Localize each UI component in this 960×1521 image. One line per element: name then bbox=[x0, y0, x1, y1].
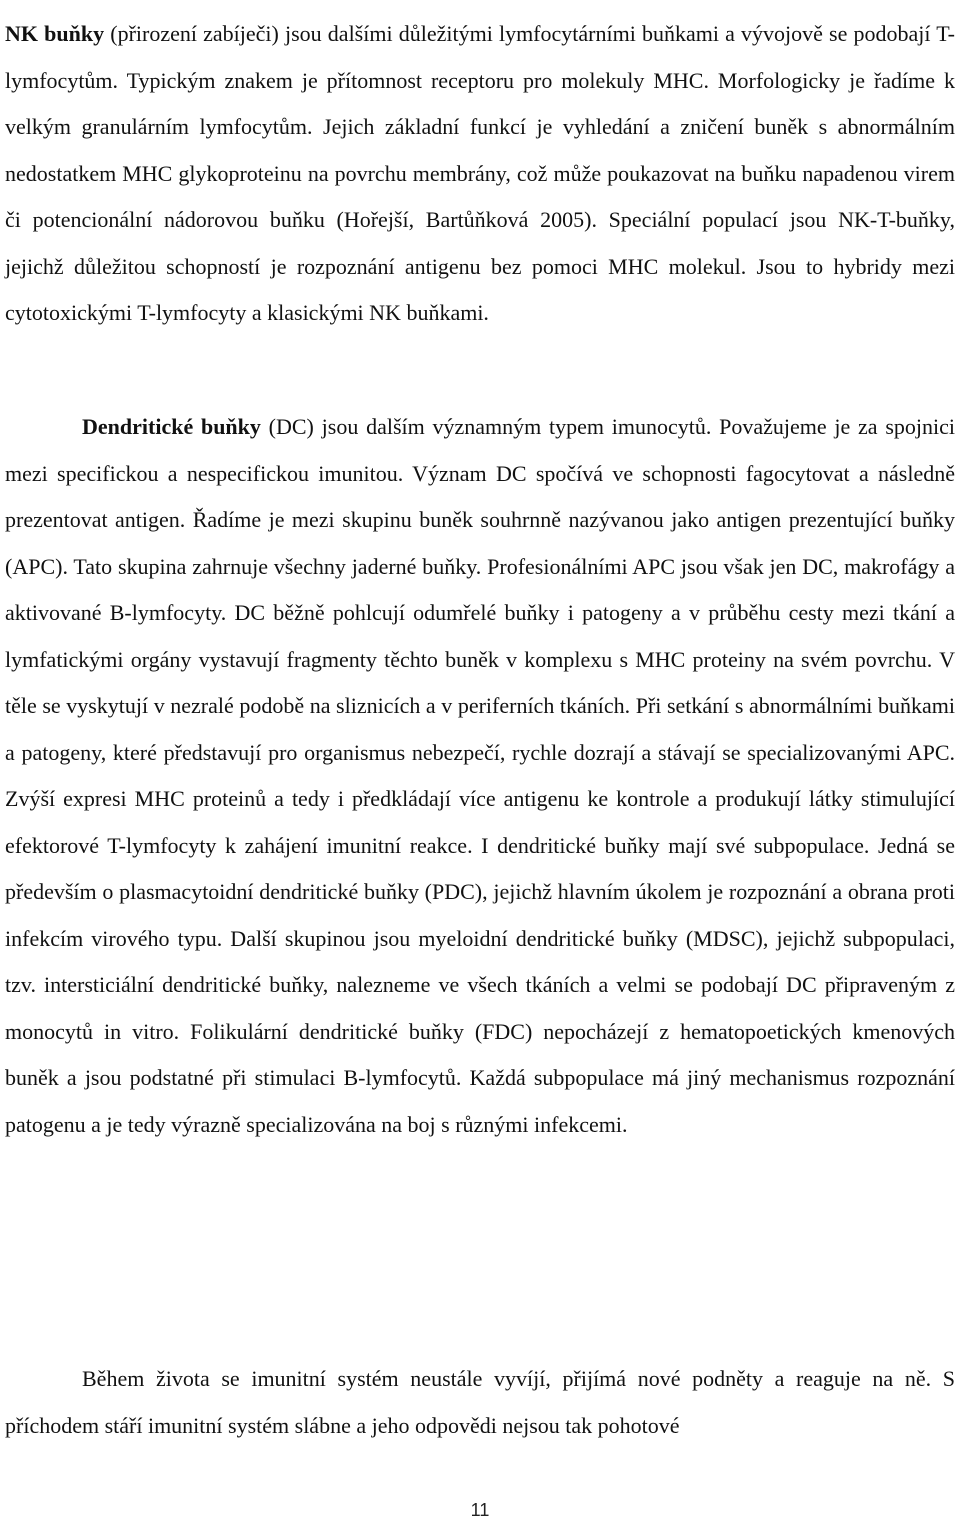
document-page bbox=[5, 0, 955, 1520]
paragraph-nk-cells bbox=[5, 11, 955, 337]
paragraph-immune-aging-text: Během života se imunitní systém neustále vyvíjí, přijímá nové podněty a reaguje na ně. S příchodem stáří imunitní systém slábne a jeho odpovědi nejsou tak pohotové bbox=[5, 1366, 955, 1438]
paragraph-dendritic-cells bbox=[5, 404, 955, 1148]
term-dendritic-cells: Dendritické buňky bbox=[82, 414, 261, 439]
paragraph-immune-aging bbox=[5, 1356, 955, 1449]
page-number: 11 bbox=[470, 1500, 490, 1520]
term-nk-cells: NK buňky bbox=[5, 21, 105, 46]
paragraph-nk-cells-text: (přirození zabíječi) jsou dalšími důležitými lymfocytárními buňkami a vývojově se podobají T-lymfocytům. Typickým znakem je přítomnost receptoru pro molekuly MHC. Morfologicky je řadíme k velkým granulárním lymfocytům. Jejich základní funkcí je vyhledání a zničení buněk s abnormálním nedostatkem MHC glykoproteinu na povrchu membrány, což může poukazovat na buňku napadenou virem či potencionální nádorovou buňku (Hořejší, Bartůňková 2005). Speciální populací jsou NK-T-buňky, jejichž důležitou schopností je rozpoznání antigenu bez pomoci MHC molekul. Jsou to hybridy mezi cytotoxickými T-lymfocyty a klasickými NK buňkami. bbox=[5, 21, 955, 325]
paragraph-dendritic-cells-text: (DC) jsou dalším významným typem imunocytů. Považujeme je za spojnici mezi specifickou a nespecifickou imunitou. Význam DC spočívá ve schopnosti fagocytovat a následně prezentovat antigen. Řadíme je mezi skupinu buněk souhrnně nazývanou jako antigen prezentující buňky (APC). Tato skupina zahrnuje všechny jaderné buňky. Profesionálními APC jsou však jen DC, makrofágy a aktivované B-lymfocyty. DC běžně pohlcují odumřelé buňky i patogeny a v průběhu cesty mezi tkání a lymfatickými orgány vystavují fragmenty těchto buněk v komplexu s MHC proteiny na svém povrchu. V těle se vyskytují v nezralé podobě na sliznicích a v periferních tkáních. Při setkání s abnormálními buňkami a patogeny, které představují pro organismus nebezpečí, rychle dozrají a stávají se specializovanými APC. Zvýší expresi MHC proteinů a tedy i předkládají více antigenu ke kontrole a produkují látky stimulující efektorové T-lymfocyty k zahájení imunitní reakce. I dendritické buňky mají své subpopulace. Jedná se především o plasmacytoidní dendritické buňky (PDC), jejichž hlavním úkolem je rozpoznání a obrana proti infekcím virového typu. Další skupinou jsou myeloidní dendritické buňky (MDSC), jejichž subpopulaci, tzv. intersticiální dendritické buňky, nalezneme ve všech tkáních a velmi se podobají DC připraveným z monocytů in vitro. Folikulární dendritické buňky (FDC) nepocházejí z hematopoetických kmenových buněk a jsou podstatné při stimulaci B-lymfocytů. Každá subpopulace má jiný mechanismus rozpoznání patogenu a je tedy výrazně specializována na boj s různými infekcemi. bbox=[5, 414, 955, 1137]
